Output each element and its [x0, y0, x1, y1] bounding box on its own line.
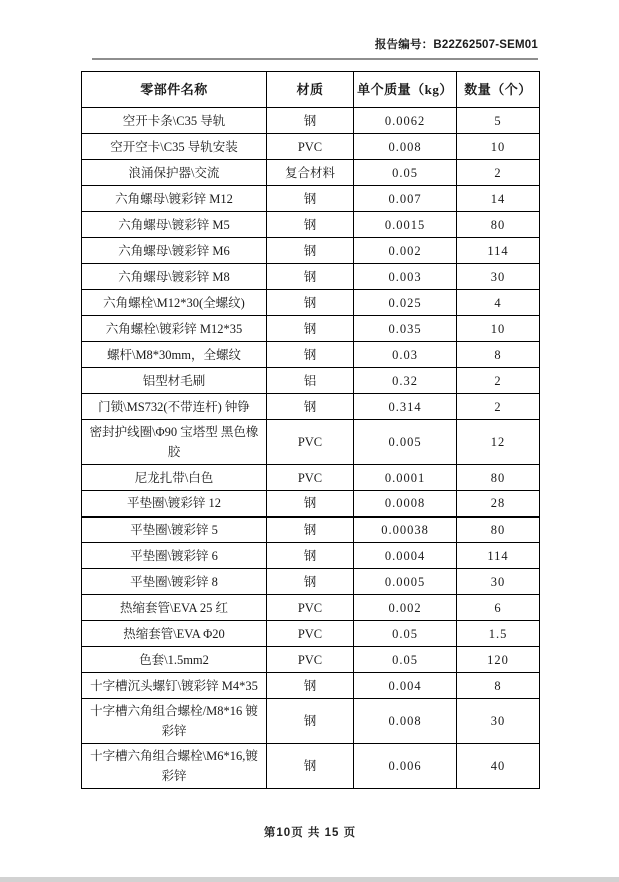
- cell-part-name: 六角螺母\镀彩锌 M5: [82, 212, 267, 238]
- cell-quantity: 80: [457, 212, 540, 238]
- cell-quantity: 12: [457, 420, 540, 465]
- cell-material: 钢: [267, 342, 354, 368]
- cell-quantity: 5: [457, 108, 540, 134]
- page-edge-shadow: [0, 877, 619, 882]
- cell-unit-mass: 0.035: [354, 316, 457, 342]
- report-number: 报告编号：B22Z62507-SEM01: [374, 39, 538, 51]
- table-row: [82, 543, 540, 569]
- cell-material: 钢: [267, 744, 354, 789]
- cell-quantity: 80: [457, 517, 540, 543]
- cell-material: 钢: [267, 394, 354, 420]
- cell-quantity: 28: [457, 491, 540, 517]
- cell-quantity: 10: [457, 316, 540, 342]
- cell-unit-mass: 0.05: [354, 621, 457, 647]
- cell-part-name: 平垫圈\镀彩锌 8: [82, 569, 267, 595]
- table-row: [82, 517, 540, 543]
- cell-unit-mass: 0.008: [354, 699, 457, 744]
- table-row: [82, 673, 540, 699]
- cell-material: PVC: [267, 621, 354, 647]
- table-row: [82, 134, 540, 160]
- cell-material: PVC: [267, 134, 354, 160]
- cell-material: 钢: [267, 290, 354, 316]
- column-header-part-name: 零部件名称: [82, 72, 267, 108]
- cell-quantity: 4: [457, 290, 540, 316]
- cell-part-name: 六角螺母\镀彩锌 M8: [82, 264, 267, 290]
- cell-part-name: 热缩套管\EVA 25 红: [82, 595, 267, 621]
- column-header-unit-mass: 单个质量（kg）: [354, 72, 457, 108]
- table-row: [82, 647, 540, 673]
- table-row: [82, 238, 540, 264]
- cell-unit-mass: 0.0004: [354, 543, 457, 569]
- cell-material: 钢: [267, 491, 354, 517]
- cell-part-name: 十字槽六角组合螺栓\M6*16,镀彩锌: [82, 744, 267, 789]
- table-row: [82, 491, 540, 517]
- cell-unit-mass: 0.0001: [354, 465, 457, 491]
- cell-part-name: 色套\1.5mm2: [82, 647, 267, 673]
- cell-part-name: 十字槽六角组合螺栓/M8*16 镀彩锌: [82, 699, 267, 744]
- cell-material: 钢: [267, 569, 354, 595]
- cell-part-name: 六角螺栓\M12*30(全螺纹): [82, 290, 267, 316]
- cell-material: 钢: [267, 699, 354, 744]
- table-row: [82, 621, 540, 647]
- page-footer: 第10页 共 15 页: [263, 827, 357, 839]
- cell-part-name: 空开卡条\C35 导轨: [82, 108, 267, 134]
- table-row: [82, 744, 540, 789]
- table-row: [82, 368, 540, 394]
- cell-part-name: 平垫圈\镀彩锌 12: [82, 491, 267, 517]
- cell-unit-mass: 0.003: [354, 264, 457, 290]
- cell-material: PVC: [267, 420, 354, 465]
- table-row: [82, 108, 540, 134]
- parts-table-body: [82, 108, 540, 789]
- cell-material: PVC: [267, 595, 354, 621]
- cell-material: 钢: [267, 673, 354, 699]
- cell-unit-mass: 0.05: [354, 647, 457, 673]
- cell-unit-mass: 0.0008: [354, 491, 457, 517]
- cell-quantity: 6: [457, 595, 540, 621]
- cell-quantity: 14: [457, 186, 540, 212]
- cell-quantity: 40: [457, 744, 540, 789]
- table-row: [82, 316, 540, 342]
- cell-material: PVC: [267, 647, 354, 673]
- cell-quantity: 2: [457, 394, 540, 420]
- cell-unit-mass: 0.006: [354, 744, 457, 789]
- cell-unit-mass: 0.00038: [354, 517, 457, 543]
- cell-part-name: 螺杆\M8*30mm，全螺纹: [82, 342, 267, 368]
- cell-part-name: 门锁\MS732(不带连杆) 钟铮: [82, 394, 267, 420]
- column-header-material: 材质: [267, 72, 354, 108]
- cell-unit-mass: 0.0005: [354, 569, 457, 595]
- table-row: [82, 290, 540, 316]
- cell-unit-mass: 0.002: [354, 595, 457, 621]
- cell-material: 钢: [267, 212, 354, 238]
- cell-material: 钢: [267, 108, 354, 134]
- table-row: [82, 160, 540, 186]
- cell-quantity: 2: [457, 368, 540, 394]
- cell-quantity: 30: [457, 699, 540, 744]
- table-row: [82, 595, 540, 621]
- cell-unit-mass: 0.004: [354, 673, 457, 699]
- cell-unit-mass: 0.0015: [354, 212, 457, 238]
- cell-quantity: 8: [457, 673, 540, 699]
- cell-part-name: 热缩套管\EVA Φ20: [82, 621, 267, 647]
- cell-part-name: 尼龙扎带\白色: [82, 465, 267, 491]
- cell-material: 钢: [267, 264, 354, 290]
- cell-part-name: 浪涌保护器\交流: [82, 160, 267, 186]
- header-row: [82, 72, 540, 108]
- header-divider: [92, 58, 538, 60]
- table-row: [82, 212, 540, 238]
- cell-material: 钢: [267, 316, 354, 342]
- table-row: [82, 264, 540, 290]
- cell-part-name: 平垫圈\镀彩锌 5: [82, 517, 267, 543]
- parts-table-header: [82, 72, 540, 108]
- cell-unit-mass: 0.025: [354, 290, 457, 316]
- cell-unit-mass: 0.008: [354, 134, 457, 160]
- table-row: [82, 394, 540, 420]
- cell-part-name: 铝型材毛刷: [82, 368, 267, 394]
- cell-part-name: 密封护线圈\Φ90 宝塔型 黑色橡胶: [82, 420, 267, 465]
- cell-unit-mass: 0.314: [354, 394, 457, 420]
- cell-material: 铝: [267, 368, 354, 394]
- table-row: [82, 699, 540, 744]
- cell-material: PVC: [267, 465, 354, 491]
- table-row: [82, 420, 540, 465]
- cell-quantity: 1.5: [457, 621, 540, 647]
- cell-quantity: 30: [457, 569, 540, 595]
- cell-part-name: 六角螺栓\镀彩锌 M12*35: [82, 316, 267, 342]
- cell-part-name: 空开空卡\C35 导轨安装: [82, 134, 267, 160]
- column-header-quantity: 数量（个）: [457, 72, 540, 108]
- table-row: [82, 342, 540, 368]
- table-row: [82, 465, 540, 491]
- cell-part-name: 十字槽沉头螺钉\镀彩锌 M4*35: [82, 673, 267, 699]
- cell-unit-mass: 0.05: [354, 160, 457, 186]
- cell-unit-mass: 0.32: [354, 368, 457, 394]
- cell-material: 钢: [267, 543, 354, 569]
- cell-part-name: 平垫圈\镀彩锌 6: [82, 543, 267, 569]
- cell-quantity: 2: [457, 160, 540, 186]
- cell-part-name: 六角螺母\镀彩锌 M12: [82, 186, 267, 212]
- cell-quantity: 80: [457, 465, 540, 491]
- cell-quantity: 120: [457, 647, 540, 673]
- cell-quantity: 8: [457, 342, 540, 368]
- cell-quantity: 114: [457, 543, 540, 569]
- table-row: [82, 569, 540, 595]
- cell-unit-mass: 0.0062: [354, 108, 457, 134]
- table-row: [82, 186, 540, 212]
- parts-table: [81, 71, 540, 789]
- cell-material: 钢: [267, 186, 354, 212]
- cell-material: 钢: [267, 238, 354, 264]
- cell-part-name: 六角螺母\镀彩锌 M6: [82, 238, 267, 264]
- cell-unit-mass: 0.002: [354, 238, 457, 264]
- cell-unit-mass: 0.007: [354, 186, 457, 212]
- cell-quantity: 10: [457, 134, 540, 160]
- cell-unit-mass: 0.005: [354, 420, 457, 465]
- cell-quantity: 30: [457, 264, 540, 290]
- cell-material: 钢: [267, 517, 354, 543]
- cell-unit-mass: 0.03: [354, 342, 457, 368]
- cell-material: 复合材料: [267, 160, 354, 186]
- cell-quantity: 114: [457, 238, 540, 264]
